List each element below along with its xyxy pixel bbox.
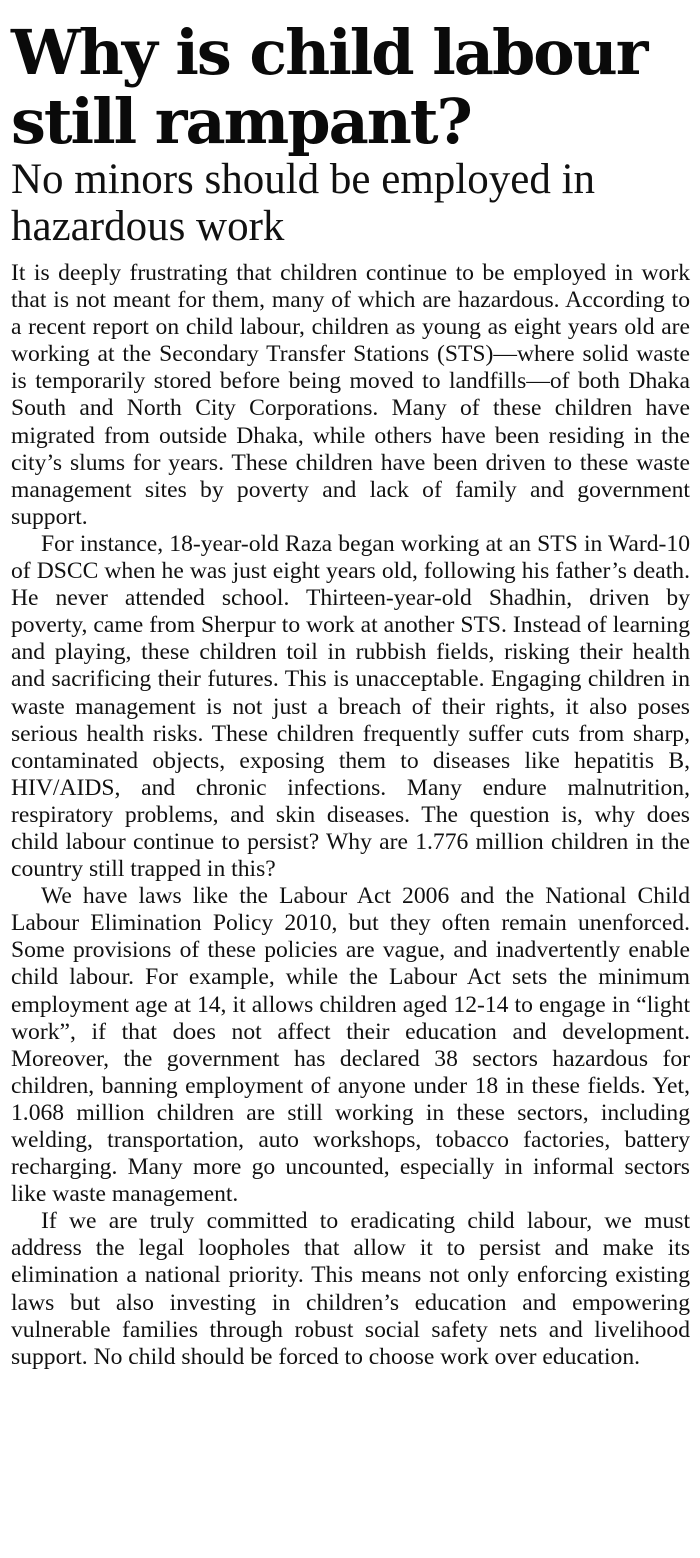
article-body xyxy=(11,260,690,1371)
paragraph-4: If we are truly committed to eradicating child labour, we must address the legal loopholes that allow it to persist and make its elimination a national priority. This means not only enforcing existing laws but also investing in children’s education and empowering vulnerable families through robust social safety nets and livelihood support. No child should be forced to choose work over education. xyxy=(11,1208,690,1370)
headline: Why is child labour still rampant? xyxy=(11,16,647,158)
paragraph-1: It is deeply frustrating that children continue to be employed in work that is not meant for them, many of which are hazardous. According to a recent report on child labour, children as young as eight years old are working at the Secondary Transfer Stations (STS)—where solid waste is temporarily stored before being moved to landfills—of both Dhaka South and North City Corporations. Many of these children have migrated from outside Dhaka, while others have been residing in the city’s slums for years. These children have been driven to these waste management sites by poverty and lack of family and government support. xyxy=(11,260,690,530)
subheadline: No minors should be employed in hazardous work xyxy=(11,156,596,250)
paragraph-2: For instance, 18-year-old Raza began working at an STS in Ward-10 of DSCC when he was just eight years old, following his father’s death. He never attended school. Thirteen-year-old Shadhin, driven by poverty, came from Sherpur to work at another STS. Instead of learning and playing, these children toil in rubbish fields, risking their health and sacrificing their futures. This is unacceptable. Engaging children in waste management is not just a breach of their rights, it also poses serious health risks. These children frequently suffer cuts from sharp, contaminated objects, exposing them to diseases like hepatitis B, HIV/AIDS, and chronic infections. Many endure malnutrition, respiratory problems, and skin diseases. The question is, why does child labour continue to persist? Why are 1.776 million children in the country still trapped in this? xyxy=(11,530,690,883)
paragraph-3: We have laws like the Labour Act 2006 and the National Child Labour Elimination Policy 2010, but they often remain unenforced. Some provisions of these policies are vague, and inadvertently enable child labour. For example, while the Labour Act sets the minimum employment age at 14, it allows children aged 12-14 to engage in “light work”, if that does not affect their education and development. Moreover, the government has declared 38 sectors hazardous for children, banning employment of anyone under 18 in these fields. Yet, 1.068 million children are still working in these sectors, including welding, transportation, auto workshops, tobacco factories, battery recharging. Many more go uncounted, especially in informal sectors like waste management. xyxy=(11,883,690,1208)
